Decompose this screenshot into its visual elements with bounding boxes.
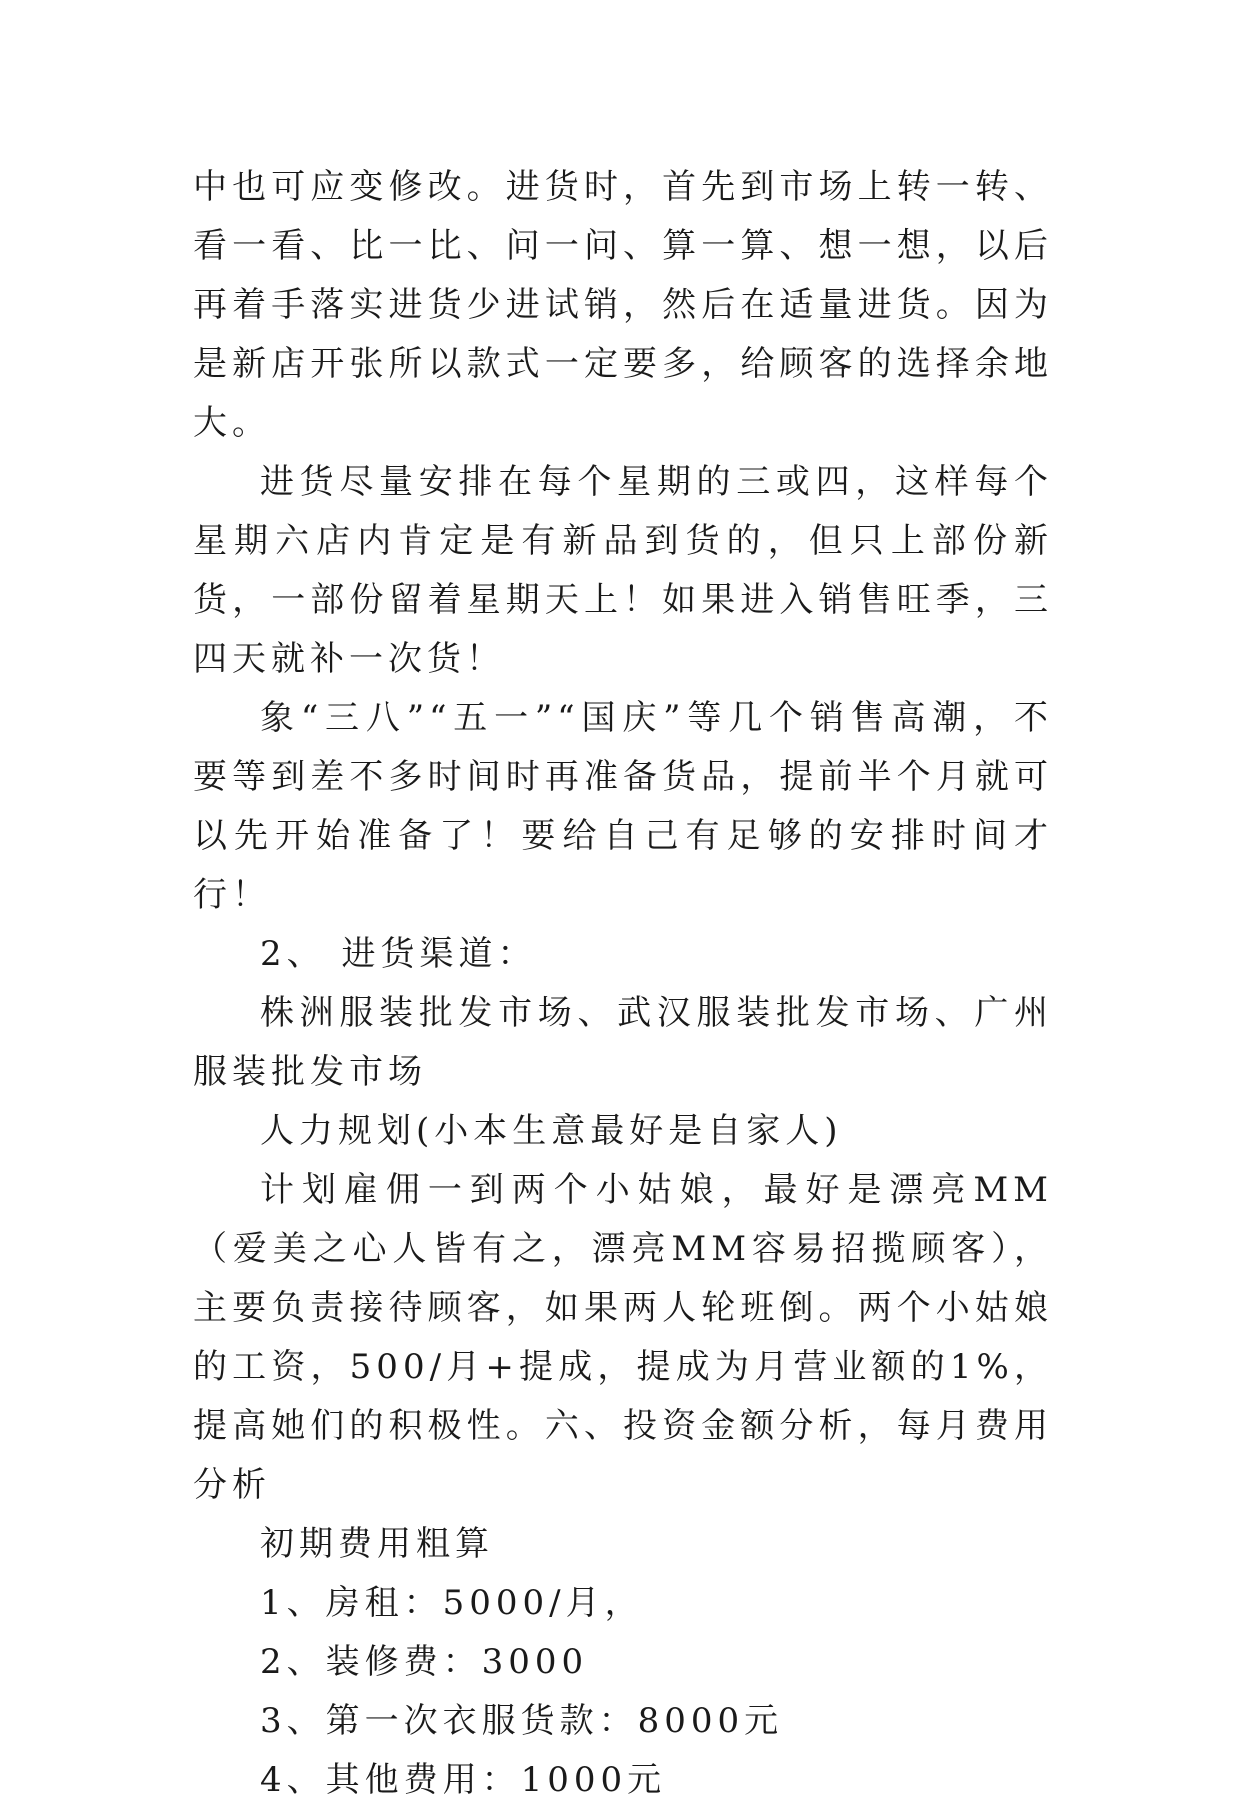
paragraph-restock-schedule: 进货尽量安排在每个星期的三或四，这样每个星期六店内肯定是有新品到货的，但只上部份新货，一部份留着星期天上！如果进入销售旺季，三四天就补一次货！ [193, 462, 1053, 679]
paragraph-continuation: 中也可应变修改。进货时，首先到市场上转一转、看一看、比一比、问一问、算一算、想一想，以后再着手落实进货少进试销，然后在适量进货。因为是新店开张所以款式一定要多，给顾客的选择余地大。 [193, 167, 1053, 443]
list-item-renovation: 2、装修费：3000 [260, 1642, 589, 1682]
list-item-rent: 1、房租：5000/月， [260, 1583, 644, 1623]
paragraph-staffing-details: 计划雇佣一到两个小姑娘，最好是漂亮MM（爱美之心人皆有之，漂亮MM容易招揽顾客），主要负责接待顾客，如果两人轮班倒。两个小姑娘的工资，500/月+提成，提成为月营业额的1%，提高她们的积极性。六、投资金额分析，每月费用分析 [193, 1170, 1053, 1505]
list-item-other-costs: 4、其他费用：1000元 [260, 1760, 667, 1800]
paragraph-wholesale-markets: 株洲服装批发市场、武汉服装批发市场、广州服装批发市场 [193, 993, 1053, 1092]
heading-staffing-plan: 人力规划(小本生意最好是自家人) [260, 1111, 843, 1151]
paragraph-holiday-sales: 象“三八”“五一”“国庆”等几个销售高潮，不要等到差不多时间时再准备货品，提前半个月就可以先开始准备了！要给自己有足够的安排时间才行！ [193, 698, 1053, 915]
list-item-first-stock: 3、第一次衣服货款：8000元 [260, 1701, 784, 1741]
heading-purchase-channels: 2、 进货渠道： [260, 934, 537, 974]
document-body [193, 158, 1053, 1810]
heading-initial-costs: 初期费用粗算 [260, 1524, 494, 1564]
